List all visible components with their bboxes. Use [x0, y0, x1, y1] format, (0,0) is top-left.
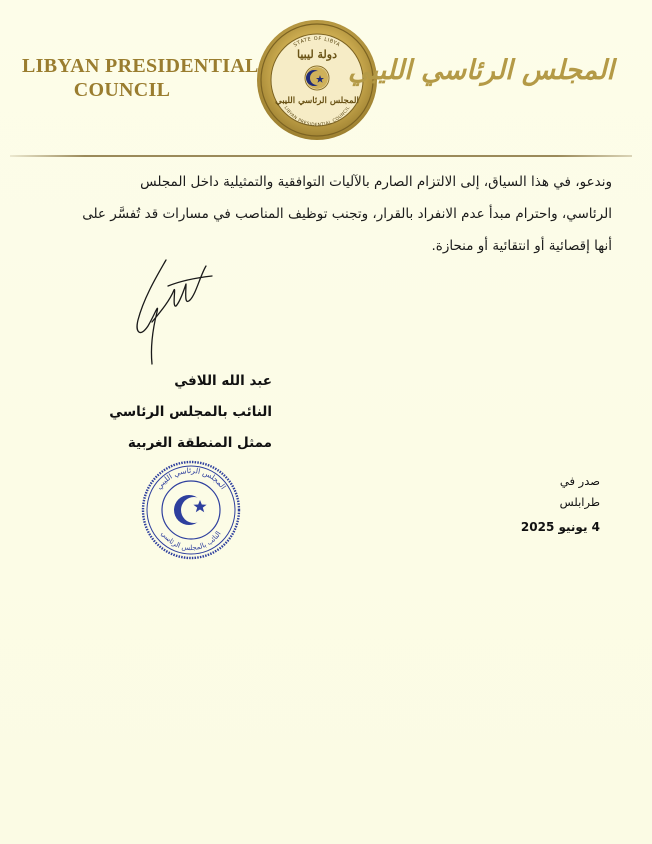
- svg-text:المجلس الرئاسي الليبي: [154, 466, 228, 491]
- body-line-2: الرئاسي، واحترام مبدأ عدم الانفراد بالقرار، وتجنب توظيف المناصب في مسارات قد تُفسَّر على: [82, 206, 612, 222]
- body-line-1: وندعو، في هذا السياق، إلى الالتزام الصارم بالآليات التوافقية والتمثيلية داخل المجلس: [140, 174, 612, 190]
- emblem-bottom-text: المجلس الرئاسي الليبي: [275, 96, 359, 106]
- official-stamp-icon: [140, 459, 242, 561]
- emblem-ring-bottom: LIBYAN PRESIDENTIAL COUNCIL: [282, 105, 352, 129]
- english-title-line1: LIBYAN PRESIDENTIAL: [22, 55, 259, 77]
- header-divider: [10, 155, 632, 157]
- letter-body: [40, 166, 612, 262]
- issue-block: [470, 471, 600, 538]
- arabic-council-title: المجلس الرئاسي الليبي: [348, 55, 614, 86]
- english-title-line2: COUNCIL: [73, 79, 171, 101]
- stamp-ring-bottom: النائب بالمجلس الرئاسي: [159, 529, 223, 553]
- emblem-top-text: دولة ليبيا: [297, 48, 337, 61]
- signatory-block: [100, 366, 272, 459]
- signatory-title: النائب بالمجلس الرئاسي: [109, 404, 272, 420]
- handwritten-signature-icon: [122, 252, 222, 370]
- signatory-name: عبد الله اللافي: [174, 373, 272, 389]
- issued-in: صدر في طرابلس: [559, 474, 600, 509]
- signatory-region: ممثل المنطقة الغربية: [127, 435, 272, 451]
- stamp-ring-top: المجلس الرئاسي الليبي: [154, 465, 228, 492]
- english-council-title: [22, 54, 259, 102]
- emblem-ring-top: STATE OF LIBYA: [292, 35, 342, 49]
- issue-date: 4 يونيو 2025: [520, 520, 600, 534]
- svg-text:النائب بالمجلس الرئاسي: [159, 530, 222, 553]
- body-line-3: أنها إقصائية أو انتقائية أو منحازة.: [431, 238, 612, 254]
